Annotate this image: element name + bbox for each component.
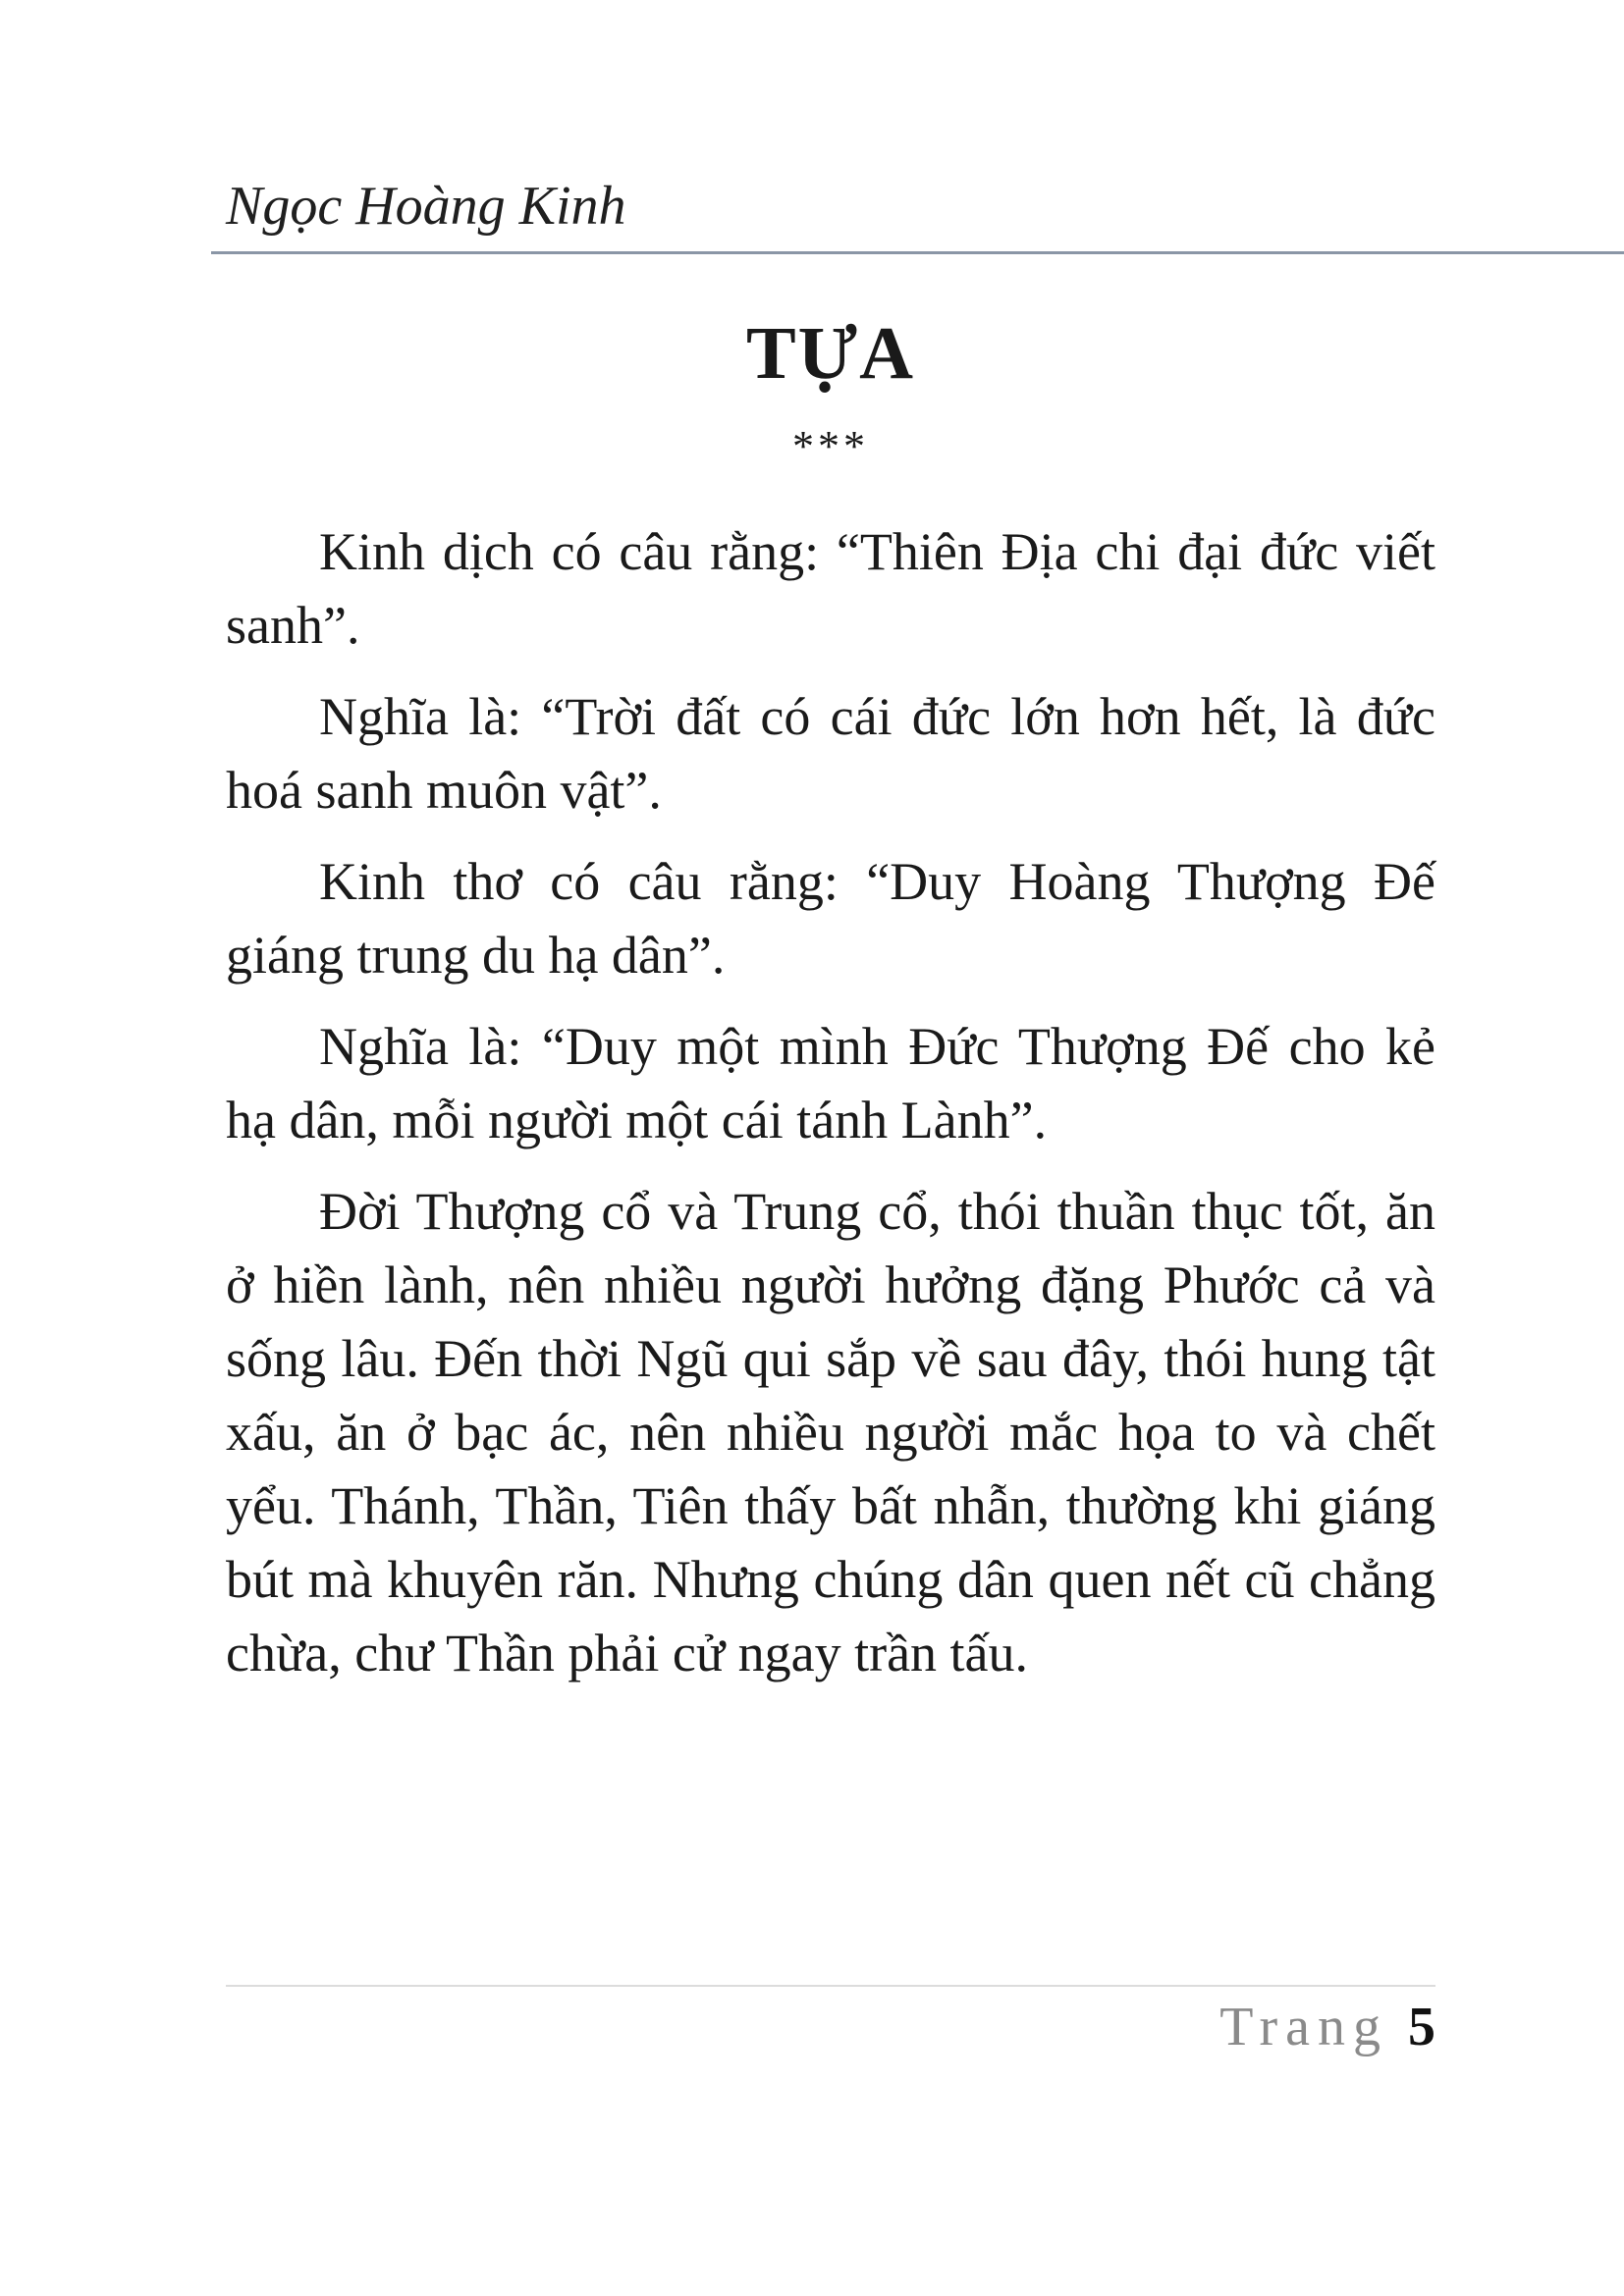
paragraph: Nghĩa là: “Duy một mình Đức Thượng Đế cho kẻ hạ dân, mỗi người một cái tánh Lành”. — [226, 1017, 1435, 1149]
footer-divider — [226, 1985, 1435, 1987]
paragraph: Kinh dịch có câu rằng: “Thiên Địa chi đại đức viết sanh”. — [226, 522, 1435, 655]
page-number: 5 — [1408, 1997, 1435, 2057]
page-footer — [1219, 1993, 1435, 2061]
header-divider — [211, 251, 1624, 254]
running-header: Ngọc Hoàng Kinh — [226, 176, 626, 237]
paragraph: Kinh thơ có câu rằng: “Duy Hoàng Thượng Đế giáng trung du hạ dân”. — [226, 852, 1435, 985]
page-label: Trang — [1219, 1997, 1388, 2057]
paragraph: Nghĩa là: “Trời đất có cái đức lớn hơn hết, là đức hoá sanh muôn vật”. — [226, 687, 1435, 820]
paragraph: Đời Thượng cổ và Trung cổ, thói thuần thục tốt, ăn ở hiền lành, nên nhiều người hưởng đặng Phước cả và sống lâu. Đến thời Ngũ qui sắp về sau đây, thói hung tật xấu, ăn ở bạc ác, nên nhiều người mắc họa to và chết yểu. Thánh, Thần, Tiên thấy bất nhẫn, thường khi giáng bút mà khuyên răn. Nhưng chúng dân quen nết cũ chẳng chừa, chư Thần phải cử ngay trần tấu. — [226, 1182, 1435, 1682]
page-title: TỰA — [745, 312, 916, 395]
body-text — [226, 515, 1435, 1708]
section-separator: *** — [792, 422, 869, 470]
